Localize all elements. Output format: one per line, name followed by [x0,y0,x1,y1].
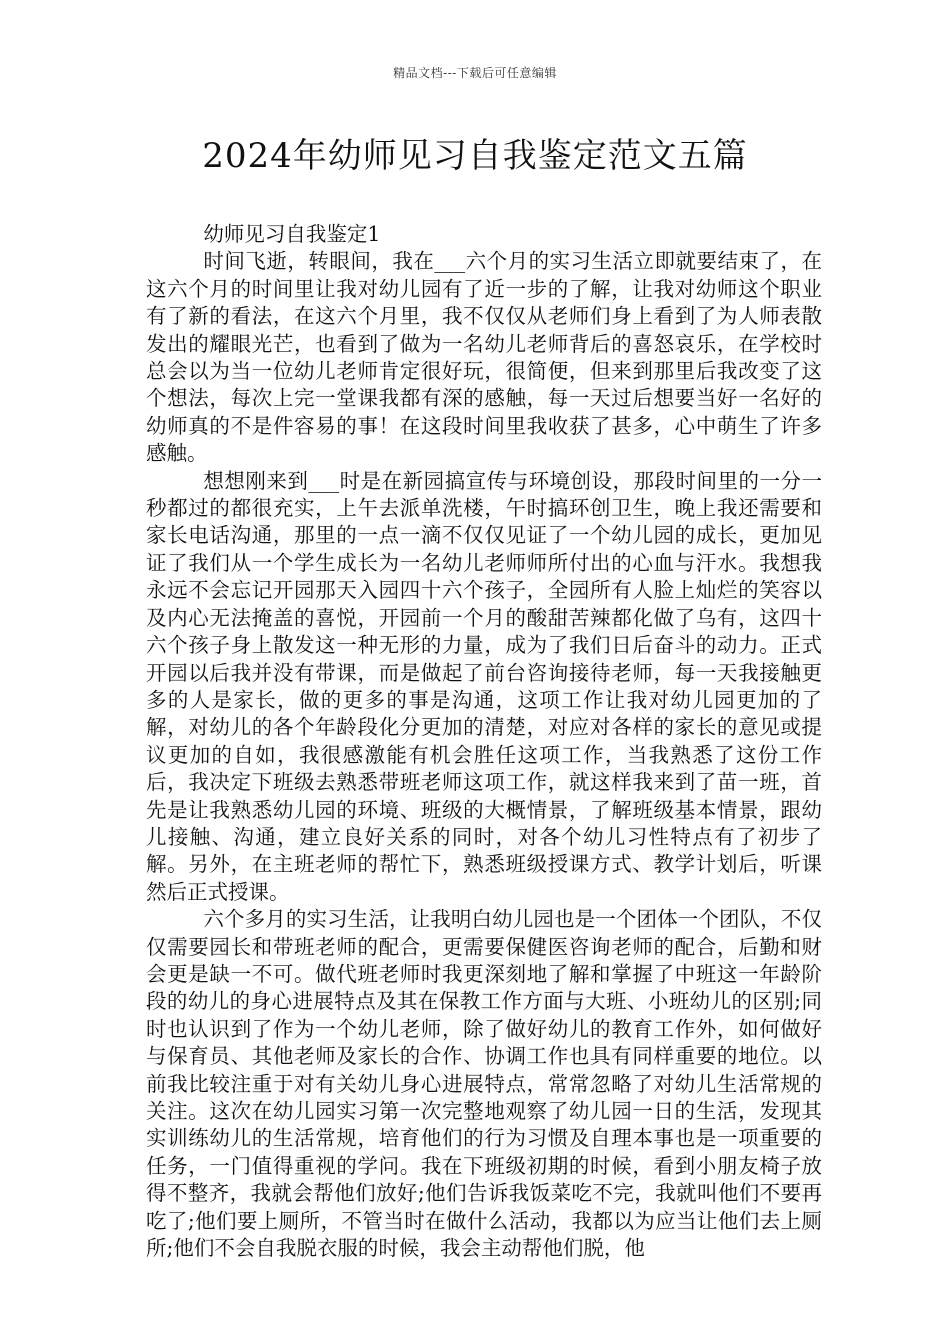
document-body [146,221,822,1262]
paragraph: 时间飞逝，转眼间，我在___六个月的实习生活立即就要结束了，在这六个月的时间里让我对幼儿园有了近一步的了解，让我对幼师这个职业有了新的看法，在这六个月里，我不仅仅从老师们身上看到了为人师表散发出的耀眼光芒，也看到了做为一名幼儿老师背后的喜怒哀乐，在学校时总会以为当一位幼儿老师肯定很好玩，很简便，但来到那里后我改变了这个想法，每次上完一堂课我都有深的感触，每一天过后想要当好一名好的幼师真的不是件容易的事！在这段时间里我收获了甚多，心中萌生了许多感触。 [146,249,822,466]
paragraph: 想想刚来到___时是在新园搞宣传与环境创设，那段时间里的一分一秒都过的都很充实，上午去派单洗楼，午时搞环创卫生，晚上我还需要和家长电话沟通，那里的一点一滴不仅仅见证了一个幼儿园的成长，更加见证了我们从一个学生成长为一名幼儿老师师所付出的心血与汗水。我想我永远不会忘记开园那天入园四十六个孩子，全园所有人脸上灿烂的笑容以及内心无法掩盖的喜悦，开园前一个月的酸甜苦辣都化做了乌有，这四十六个孩子身上散发这一种无形的力量，成为了我们日后奋斗的动力。正式开园以后我并没有带课，而是做起了前台咨询接待老师，每一天我接触更多的人是家长，做的更多的事是沟通，这项工作让我对幼儿园更加的了解，对幼儿的各个年龄段化分更加的清楚，对应对各样的家长的意见或提议更加的自如，我很感激能有机会胜任这项工作，当我熟悉了这份工作后，我决定下班级去熟悉带班老师这项工作，就这样我来到了苗一班，首先是让我熟悉幼儿园的环境、班级的大概情景，了解班级基本情景，跟幼儿接触、沟通，建立良好关系的同时，对各个幼儿习性特点有了初步了解。另外，在主班老师的帮忙下，熟悉班级授课方式、教学计划后，听课然后正式授课。 [146,468,822,904]
section-heading: 幼师见习自我鉴定1 [203,222,381,246]
paragraph: 六个多月的实习生活，让我明白幼儿园也是一个团体一个团队，不仅仅需要园长和带班老师的配合，更需要保健医咨询老师的配合，后勤和财会更是缺一不可。做代班老师时我更深刻地了解和掌握了中班这一年龄阶段的幼儿的身心进展特点及其在保教工作方面与大班、小班幼儿的区别;同时也认识到了作为一个幼儿老师，除了做好幼儿的教育工作外，如何做好与保育员、其他老师及家长的合作、协调工作也具有同样重要的地位。以前我比较注重于对有关幼儿身心进展特点，常常忽略了对幼儿生活常规的关注。这次在幼儿园实习第一次完整地观察了幼儿园一日的生活，发现其实训练幼儿的生活常规，培育他们的行为习惯及自理本事也是一项重要的任务，一门值得重视的学问。我在下班级初期的时候，看到小朋友椅子放得不整齐，我就会帮他们放好;他们告诉我饭菜吃不完，我就叫他们不要再吃了;他们要上厕所，不管当时在做什么活动，我都以为应当让他们去上厕所;他们不会自我脱衣服的时候，我会主动帮他们脱，他 [146,907,822,1261]
document-title: 2024年幼师见习自我鉴定范文五篇 [202,136,748,176]
header-note: 精品文档---下载后可任意编辑 [393,66,557,80]
